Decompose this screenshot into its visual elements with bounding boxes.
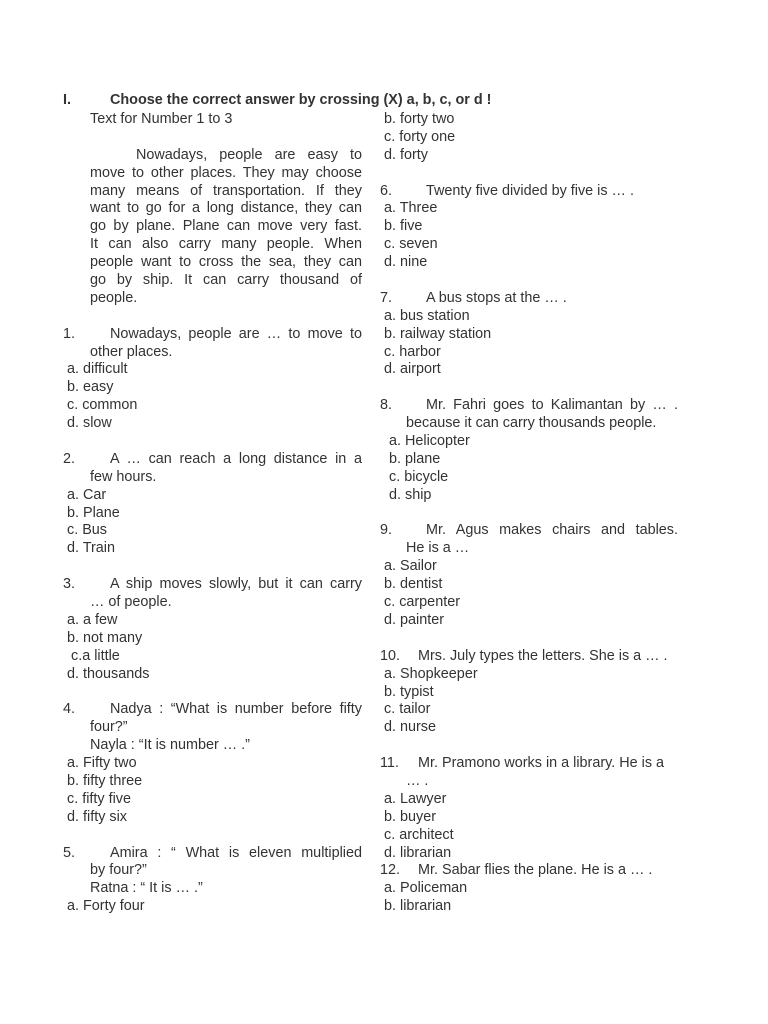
answer-option[interactable]: d. librarian — [384, 844, 452, 861]
question-number: 3. — [63, 576, 76, 593]
answer-option[interactable]: b. easy — [67, 379, 114, 396]
answer-option[interactable]: b. Plane — [67, 504, 120, 521]
answer-option[interactable]: c. harbor — [384, 343, 441, 360]
question-7 — [380, 290, 680, 308]
question-text: by four?” — [90, 862, 147, 879]
passage-line: move to other places. They may choose — [90, 164, 362, 181]
passage-title: Text for Number 1 to 3 — [90, 111, 233, 127]
question-text: Ratna : “ It is … .” — [90, 880, 203, 897]
question-text: Mr. Sabar flies the plane. He is a … . — [418, 862, 653, 879]
answer-option[interactable]: a. a few — [67, 611, 118, 628]
question-number: 10. — [380, 647, 401, 664]
question-text: Mr. Pramono works in a library. He is a — [418, 755, 665, 772]
question-number: 5. — [63, 844, 76, 861]
question-text: Twenty five divided by five is … . — [426, 182, 634, 199]
question-number: 6. — [380, 182, 393, 199]
question-text: Mrs. July types the letters. She is a … . — [418, 647, 668, 664]
passage-line: people want to cross the sea, they can — [90, 254, 362, 271]
section-number: I. — [63, 92, 71, 108]
answer-option[interactable]: a. Forty four — [67, 898, 145, 915]
question-text: Amira : “ What is eleven multiplied — [110, 844, 362, 861]
answer-option[interactable]: c. tailor — [384, 701, 431, 718]
answer-option[interactable]: a. bus station — [384, 307, 470, 324]
question-text: … . — [406, 772, 429, 789]
question-number: 11. — [380, 755, 399, 772]
answer-option[interactable]: b. buyer — [384, 808, 436, 825]
question-text: Mr. Agus makes chairs and tables. — [426, 522, 678, 539]
answer-option[interactable]: c. Bus — [67, 522, 107, 539]
question-text: He is a … — [406, 540, 470, 557]
answer-option[interactable]: b. plane — [389, 450, 441, 467]
question-text: other places. — [90, 343, 173, 360]
answer-option[interactable]: a. Sailor — [384, 558, 437, 575]
answer-option[interactable]: a. Fifty two — [67, 755, 137, 772]
answer-option[interactable]: d. forty — [384, 146, 428, 163]
section-instruction: Choose the correct answer by crossing (X) a, b, c, or d ! — [110, 92, 492, 108]
question-6 — [380, 183, 680, 201]
section-heading — [63, 92, 723, 108]
passage-line: go by plane. Plane can move very fast. — [90, 218, 362, 235]
answer-option[interactable]: d. fifty six — [67, 808, 127, 825]
question-text: Nayla : “It is number … .” — [90, 737, 250, 754]
question-12 — [380, 862, 680, 880]
answer-option[interactable]: d. Train — [67, 540, 115, 557]
question-text: A … can reach a long distance in a — [110, 450, 362, 467]
passage-line: people. — [90, 289, 138, 306]
question-10 — [380, 648, 680, 666]
right-column — [380, 111, 680, 916]
answer-option[interactable]: d. ship — [389, 486, 432, 503]
answer-option[interactable]: a. Car — [67, 486, 107, 503]
answer-option[interactable]: c.a little — [71, 647, 120, 664]
passage-line: Nowadays, people are easy to — [136, 146, 362, 163]
answer-option[interactable]: b. five — [384, 218, 423, 235]
question-5 — [63, 845, 362, 863]
answer-option[interactable]: c. common — [67, 397, 138, 414]
question-text: … of people. — [90, 594, 172, 611]
answer-option[interactable]: b. typist — [384, 683, 434, 700]
answer-option[interactable]: a. difficult — [67, 361, 128, 378]
answer-option[interactable]: d. airport — [384, 361, 441, 378]
answer-option[interactable]: d. slow — [67, 415, 112, 432]
answer-option[interactable]: d. painter — [384, 611, 445, 628]
left-column — [63, 111, 362, 916]
question-text: Mr. Fahri goes to Kalimantan by … . — [426, 397, 678, 414]
answer-option[interactable]: d. nine — [384, 254, 428, 271]
question-number: 4. — [63, 701, 76, 718]
answer-option[interactable]: a. Three — [384, 200, 438, 217]
passage-line: go by ship. It can carry thousand of — [90, 272, 362, 289]
answer-option[interactable]: b. fifty three — [67, 772, 143, 789]
question-9 — [380, 522, 680, 540]
question-number: 9. — [380, 522, 393, 539]
question-text: Nowadays, people are … to move to — [110, 325, 362, 342]
question-number: 1. — [63, 325, 76, 342]
answer-option[interactable]: c. architect — [384, 826, 454, 843]
answer-option[interactable]: b. not many — [67, 629, 143, 646]
answer-option[interactable]: a. Lawyer — [384, 790, 447, 807]
question-text: because it can carry thousands people. — [406, 415, 657, 432]
answer-option[interactable]: c. forty one — [384, 128, 456, 145]
question-3 — [63, 576, 362, 594]
answer-option[interactable]: b. dentist — [384, 576, 443, 593]
passage-line: many means of transportation. If they — [90, 182, 362, 199]
question-2 — [63, 451, 362, 469]
question-11 — [380, 755, 680, 773]
answer-option[interactable]: c. fifty five — [67, 790, 131, 807]
answer-option[interactable]: c. bicycle — [389, 468, 449, 485]
answer-option[interactable]: a. Helicopter — [389, 433, 470, 450]
answer-option[interactable]: a. Shopkeeper — [384, 665, 478, 682]
answer-option[interactable]: c. carpenter — [384, 594, 460, 611]
question-text: few hours. — [90, 468, 157, 485]
question-text: A bus stops at the … . — [426, 289, 567, 306]
answer-option[interactable]: d. thousands — [67, 665, 150, 682]
answer-option[interactable]: d. nurse — [384, 719, 436, 736]
question-number: 7. — [380, 289, 393, 306]
answer-option[interactable]: a. Policeman — [384, 880, 468, 897]
question-text: A ship moves slowly, but it can carry — [110, 576, 362, 593]
answer-option[interactable]: c. seven — [384, 236, 438, 253]
question-1 — [63, 326, 362, 344]
passage-line: It can also carry many people. When — [90, 236, 362, 253]
answer-option[interactable]: b. forty two — [384, 111, 455, 127]
answer-option[interactable]: b. librarian — [384, 898, 452, 915]
question-text: Nadya : “What is number before fifty — [110, 701, 362, 718]
question-4 — [63, 701, 362, 719]
question-text: four?” — [90, 719, 128, 736]
passage-line: want to go for a long distance, they can — [90, 200, 362, 217]
question-number: 8. — [380, 397, 393, 414]
question-number: 2. — [63, 450, 76, 467]
question-number: 12. — [380, 862, 401, 879]
question-8 — [380, 397, 680, 415]
answer-option[interactable]: b. railway station — [384, 325, 492, 342]
